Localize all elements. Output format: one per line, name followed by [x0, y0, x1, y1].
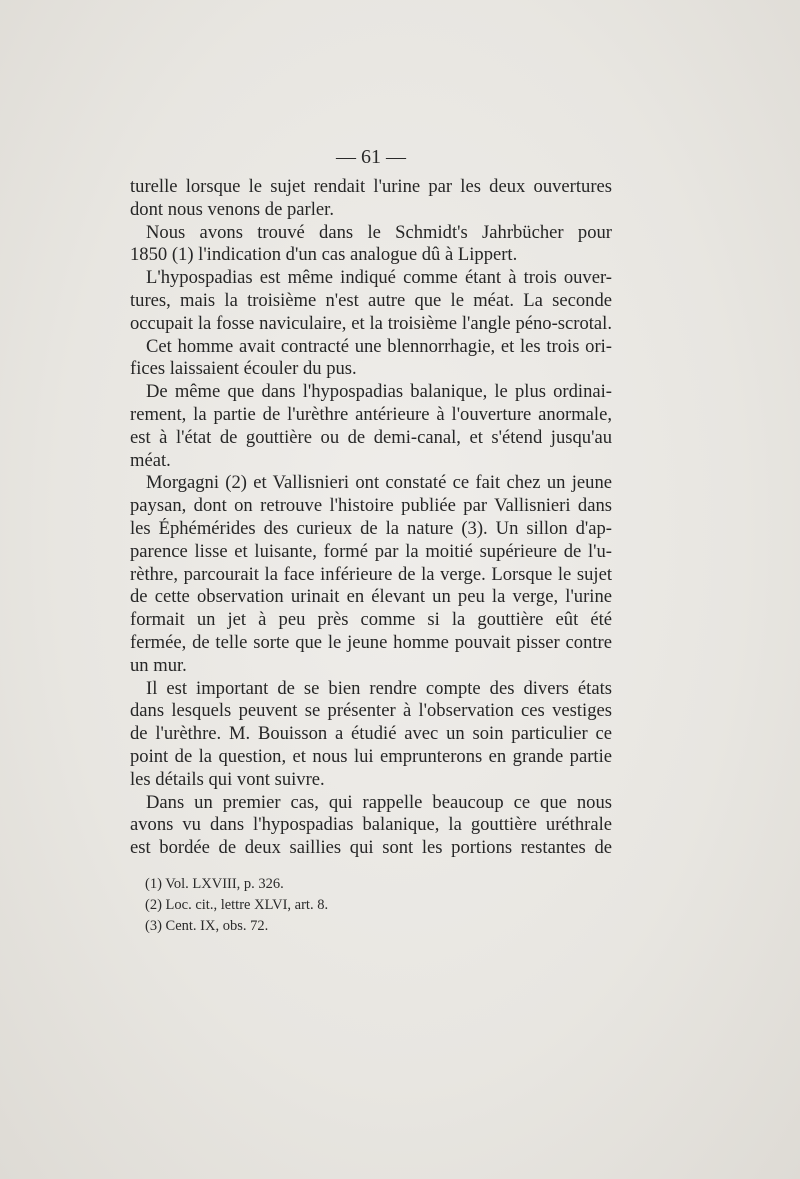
text-line: rement, la partie de l'urèthre antérieure à l'ouverture anormale, [130, 403, 612, 425]
text-line: de cette observation urinait en élevant un peu la verge, l'urine [130, 586, 612, 608]
text-line: Morgagni (2) et Vallisnieri ont constaté ce fait chez un jeune [146, 472, 612, 494]
text-line: fices laissaient écouler du pus. [130, 358, 357, 380]
text-line: les Éphémérides des curieux de la nature (3). Un sillon d'ap- [130, 517, 612, 539]
footnote: (3) Cent. IX, obs. 72. [145, 918, 269, 934]
text-line: est bordée de deux saillies qui sont les portions restantes de [130, 837, 612, 859]
text-line: avons vu dans l'hypospadias balanique, la gouttière uréthrale [130, 814, 612, 836]
text-line: 1850 (1) l'indication d'un cas analogue dû à Lippert. [130, 244, 518, 266]
body-text [130, 176, 612, 860]
text-line: parence lisse et luisante, formé par la moitié supérieure de l'u- [130, 540, 612, 562]
text-line: dont nous venons de parler. [130, 198, 334, 220]
text-line: point de la question, et nous lui emprunterons en grande partie [130, 745, 612, 767]
text-line: De même que dans l'hypospadias balanique, le plus ordinai- [146, 381, 612, 403]
text-line: Cet homme avait contracté une blennorrhagie, et les trois ori- [146, 335, 612, 357]
text-line: de l'urèthre. M. Bouisson a étudié avec un soin particulier ce [130, 723, 612, 745]
text-line: fermée, de telle sorte que le jeune homme pouvait pisser contre [130, 631, 612, 653]
text-line: formait un jet à peu près comme si la gouttière eût été [130, 609, 612, 631]
text-line: dans lesquels peuvent se présenter à l'observation ces vestiges [130, 700, 612, 722]
text-line: rèthre, parcourait la face inférieure de la verge. Lorsque le sujet [130, 563, 612, 585]
text-line: Nous avons trouvé dans le Schmidt's Jahrbücher pour [146, 221, 612, 243]
text-line: L'hypospadias est même indiqué comme étant à trois ouver- [146, 267, 612, 289]
text-line: occupait la fosse naviculaire, et la troisième l'angle péno-scrotal. [130, 312, 612, 334]
text-line: un mur. [130, 654, 187, 676]
footnote: (2) Loc. cit., lettre XLVI, art. 8. [145, 897, 329, 913]
text-line: est à l'état de gouttière ou de demi-canal, et s'étend jusqu'au [130, 426, 612, 448]
text-line: turelle lorsque le sujet rendait l'urine par les deux ouvertures [130, 176, 612, 197]
text-line: paysan, dont on retrouve l'histoire publiée par Vallisnieri dans [130, 495, 612, 517]
text-line: méat. [130, 449, 171, 471]
text-line: Dans un premier cas, qui rappelle beaucoup ce que nous [146, 791, 612, 813]
footnote: (1) Vol. LXVIII, p. 326. [145, 876, 284, 892]
text-line: Il est important de se bien rendre compte des divers états [146, 677, 612, 699]
page-number: — 61 — [336, 146, 406, 168]
text-line: les détails qui vont suivre. [130, 768, 325, 790]
footnotes [145, 874, 545, 937]
text-line: tures, mais la troisième n'est autre que le méat. La seconde [130, 289, 612, 311]
